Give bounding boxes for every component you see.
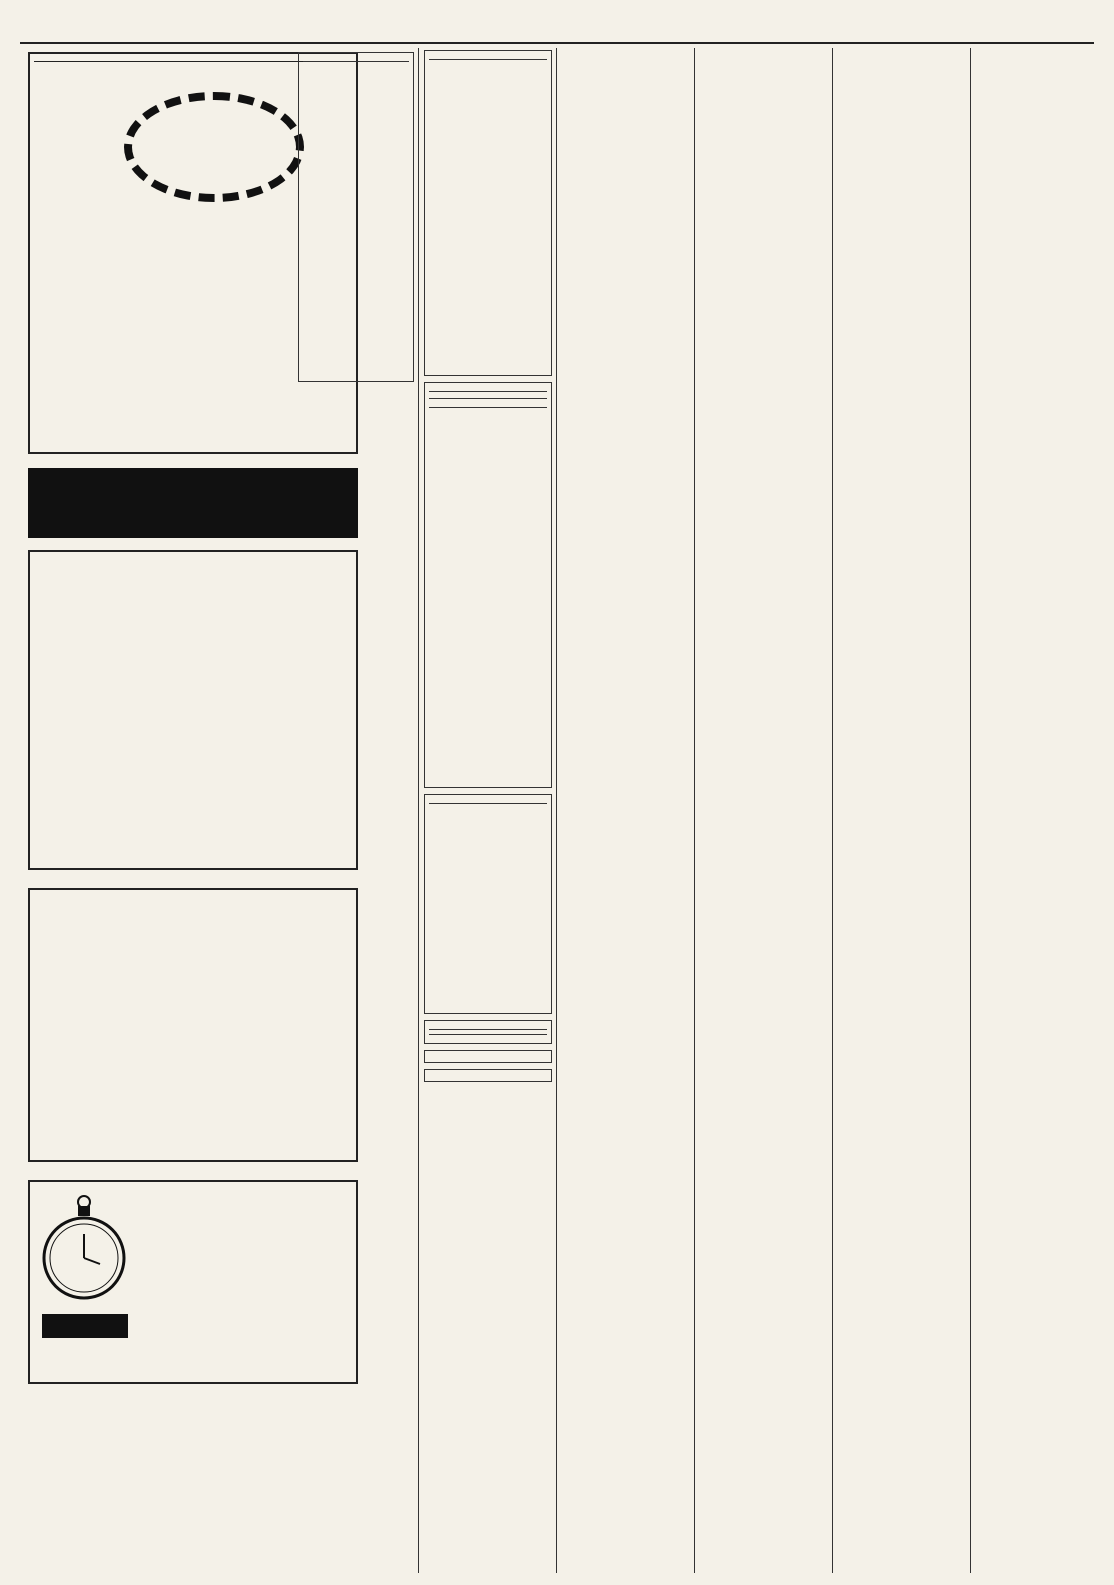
column-ads-middle — [424, 50, 552, 1573]
column-rule — [694, 48, 695, 1573]
dainty-advertisement — [424, 1020, 552, 1044]
column-rule — [556, 48, 557, 1573]
sale-ring — [124, 92, 304, 202]
madden-advertisement — [424, 382, 552, 788]
baby-advertisement — [298, 52, 414, 382]
column-rule — [970, 48, 971, 1573]
column-2 — [298, 50, 414, 1573]
pocket-watch-icon — [36, 1192, 132, 1342]
varnham-advertisement — [424, 1050, 552, 1063]
column-rule — [832, 48, 833, 1573]
baby-ad-frame — [424, 50, 552, 376]
car-hire-advertisement — [424, 794, 552, 1014]
oneill-advertisement — [424, 1069, 552, 1082]
column-rule — [418, 48, 419, 1573]
masthead — [20, 18, 1094, 44]
